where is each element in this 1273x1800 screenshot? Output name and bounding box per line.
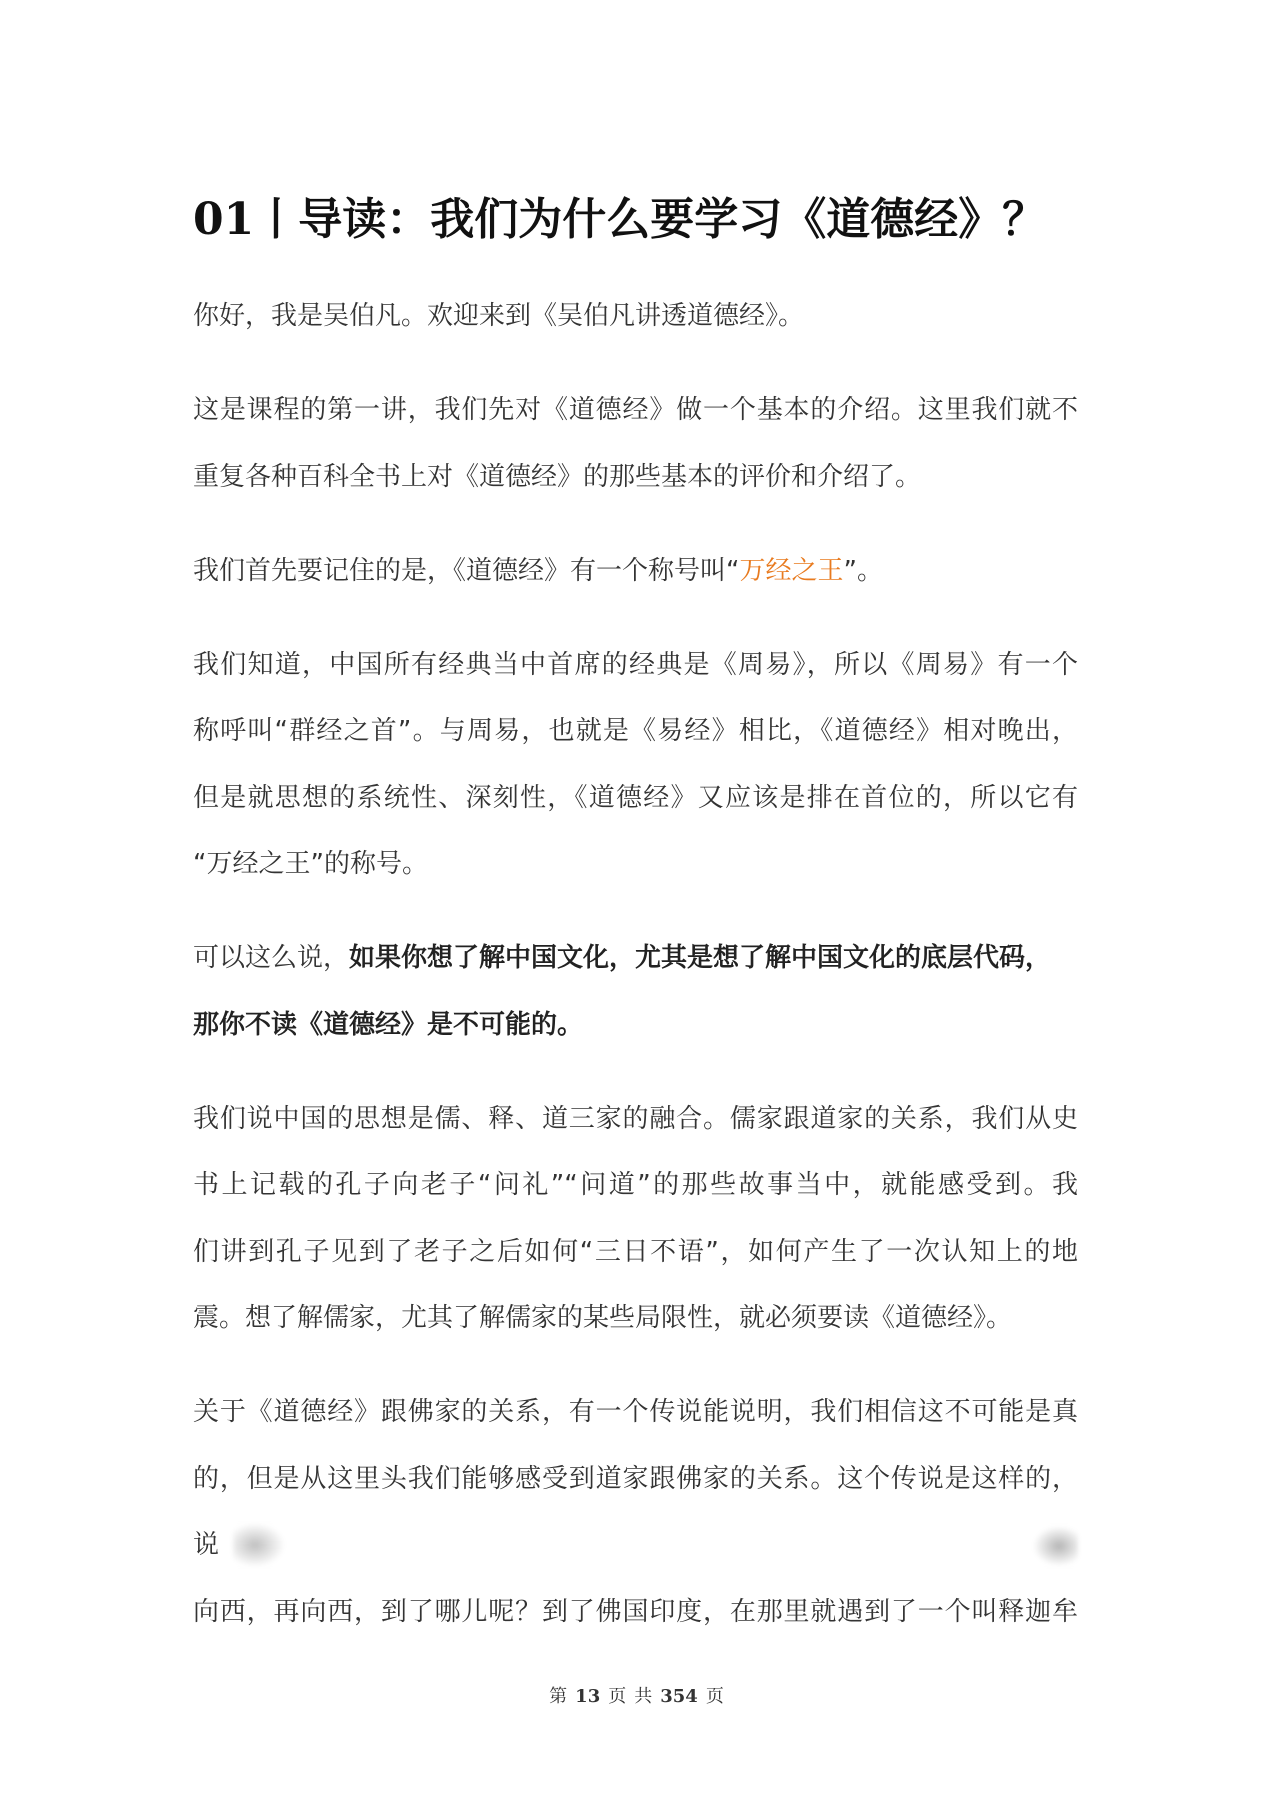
- current-page-number: 13: [575, 1686, 601, 1707]
- text-segment: 可以这么说，: [193, 943, 350, 973]
- text-line: 你好，我是吴伯凡。欢迎来到《吴伯凡讲透道德经》。: [193, 301, 805, 331]
- text-line: 们讲到孔子见到了老子之后如何“三日不语”，如何产生了一次认知上的地: [193, 1236, 1078, 1267]
- footer-total-prefix: 共: [634, 1686, 653, 1707]
- text-line: [193, 925, 1078, 992]
- paragraph-key-point: [193, 925, 1078, 1058]
- footer-total-suffix: 页: [705, 1686, 724, 1707]
- text-line: 的，但是从这里头我们能够感受到道家跟佛家的关系。这个传说是这样的，: [193, 1463, 1078, 1494]
- text-line: 这是课程的第一讲，我们先对《道德经》做一个基本的介绍。这里我们就不: [193, 395, 1078, 425]
- highlighted-phrase: 万经之王: [739, 555, 844, 586]
- page-title: 01丨导读：我们为什么要学习《道德经》？: [193, 194, 1047, 245]
- text-line: 震。想了解儒家，尤其了解儒家的某些局限性，就必须要读《道德经》。: [193, 1303, 1013, 1333]
- document-body: [193, 283, 1078, 1673]
- footer-page-suffix: 页: [608, 1686, 627, 1707]
- paragraph-confucianism: [193, 1086, 1078, 1352]
- text-line: 关于《道德经》跟佛家的关系，有一个传说能说明，我们相信这不可能是真: [193, 1397, 1078, 1427]
- text-line: “万经之王”的称号。: [193, 849, 428, 879]
- redaction-blur: [233, 1518, 1078, 1572]
- paragraph-buddhism: [193, 1379, 1078, 1645]
- paragraph-greeting: [193, 283, 1078, 350]
- text-line: 向西，再向西，到了哪儿呢？到了佛国印度，在那里就遇到了一个叫释迦牟: [193, 1596, 1078, 1627]
- paragraph-title-honor: [193, 538, 1078, 605]
- text-line: 我们说中国的思想是儒、释、道三家的融合。儒家跟道家的关系，我们从史: [193, 1103, 1078, 1134]
- footer-page-prefix: 第: [549, 1686, 568, 1707]
- page-footer: [0, 1684, 1273, 1710]
- bold-emphasis: 如果你想了解中国文化，尤其是想了解中国文化的底层代码，: [349, 943, 1052, 973]
- total-page-count: 354: [660, 1686, 698, 1707]
- text-line: 称呼叫“群经之首”。与周易，也就是《易经》相比，《道德经》相对晚出，: [193, 716, 1078, 746]
- paragraph-intro: [193, 377, 1078, 510]
- paragraph-zhouyi: [193, 632, 1078, 898]
- text-line-obscured: [193, 1512, 1078, 1579]
- text-line: [193, 538, 1078, 605]
- text-segment: 我们首先要记住的是，《道德经》有一个称号叫“: [193, 555, 740, 586]
- text-line: 我们知道，中国所有经典当中首席的经典是《周易》，所以《周易》有一个: [193, 649, 1078, 680]
- text-line: 但是就思想的系统性、深刻性，《道德经》又应该是排在首位的，所以它有: [193, 782, 1078, 813]
- text-line: 重复各种百科全书上对《道德经》的那些基本的评价和介绍了。: [193, 461, 922, 492]
- text-segment: ”。: [843, 555, 883, 586]
- bold-emphasis: 那你不读《道德经》是不可能的。: [193, 1009, 584, 1040]
- text-line: 书上记载的孔子向老子“问礼”“问道”的那些故事当中，就能感受到。我: [193, 1170, 1078, 1200]
- text-segment: 说: [193, 1530, 220, 1560]
